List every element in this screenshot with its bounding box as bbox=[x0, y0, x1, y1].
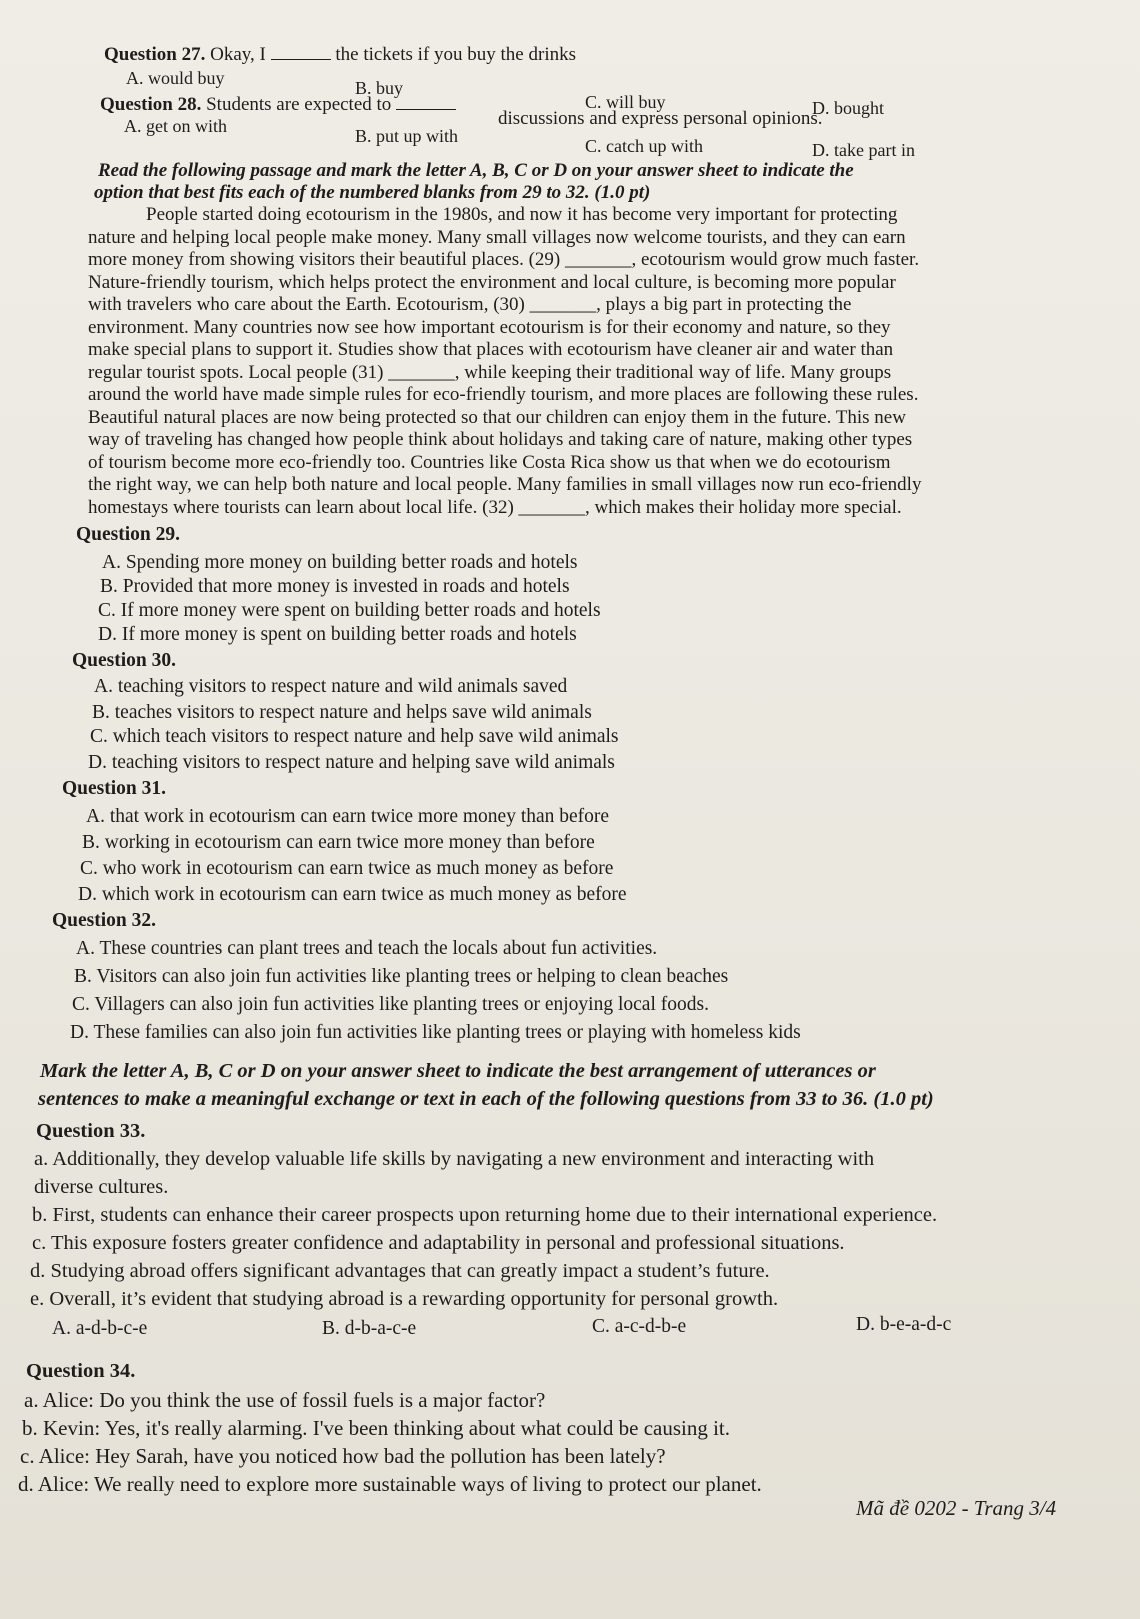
q28-option-a: A. get on with bbox=[124, 116, 227, 136]
q28-option-c: C. catch up with bbox=[585, 136, 703, 156]
page-footer: Mã đề 0202 - Trang 3/4 bbox=[856, 1496, 1057, 1520]
q33-label: Question 33. bbox=[36, 1120, 146, 1142]
q31-label: Question 31. bbox=[62, 778, 167, 799]
q27-stem-a: Okay, I bbox=[210, 44, 266, 65]
q31-option-c: C. who work in ecotourism can earn twice as much money as before bbox=[80, 858, 614, 879]
q34-sentence-c: c. Alice: Hey Sarah, have you noticed how bad the pollution has been lately? bbox=[20, 1444, 666, 1468]
q32-option-d: D. These families can also join fun activities like planting trees or playing with homeless kids bbox=[70, 1022, 801, 1043]
passage-line: nature and helping local people make money. Many small villages now welcome tourists, and they can earn bbox=[88, 226, 906, 248]
q31-option-b: B. working in ecotourism can earn twice more money than before bbox=[82, 832, 595, 853]
q28-stem-b: discussions and express personal opinions. bbox=[498, 108, 823, 129]
q28-label: Question 28. bbox=[100, 94, 202, 115]
q30-option-b: B. teaches visitors to respect nature and helps save wild animals bbox=[92, 702, 592, 723]
q30-label: Question 30. bbox=[72, 650, 177, 671]
q29-label: Question 29. bbox=[76, 524, 181, 545]
q33-sentence-c: c. This exposure fosters greater confidence and adaptability in personal and professional situations. bbox=[32, 1232, 845, 1254]
q34-sentence-b: b. Kevin: Yes, it's really alarming. I've been thinking about what could be causing it. bbox=[22, 1416, 731, 1440]
passage-line: the right way, we can help both nature and local people. Many families in small villages now run eco-friendly bbox=[88, 474, 922, 495]
q28-stem-a: Students are expected to bbox=[206, 94, 392, 115]
q29-option-d: D. If more money is spent on building better roads and hotels bbox=[98, 624, 577, 645]
passage-line: around the world have made simple rules for eco-friendly tourism, and more places are following these rules. bbox=[88, 384, 919, 405]
q34-sentence-d: d. Alice: We really need to explore more sustainable ways of living to protect our planet. bbox=[18, 1472, 762, 1496]
q27-blank bbox=[271, 45, 331, 60]
q27-label: Question 27. bbox=[104, 44, 206, 65]
reading-instruction-line-2: option that best fits each of the numbered blanks from 29 to 32. (1.0 pt) bbox=[94, 182, 651, 203]
q29-option-a: A. Spending more money on building better roads and hotels bbox=[102, 552, 578, 573]
passage-line: Beautiful natural places are now being protected so that our children can enjoy them in the future. This new bbox=[88, 406, 906, 428]
passage-line: way of traveling has changed how people think about holidays and taking care of nature, making other types bbox=[88, 429, 913, 450]
q28-blank bbox=[396, 95, 456, 110]
passage-line: homestays where tourists can learn about local life. (32) _______, which makes their holiday more special. bbox=[88, 496, 902, 518]
q27-option-a: A. would buy bbox=[126, 68, 225, 88]
arrangement-instruction-line-1: Mark the letter A, B, C or D on your answer sheet to indicate the best arrangement of utterances or bbox=[40, 1060, 876, 1082]
q28-option-d: D. take part in bbox=[812, 140, 915, 160]
q33-sentence-a-cont: diverse cultures. bbox=[34, 1176, 169, 1198]
q28-option-b: B. put up with bbox=[355, 126, 459, 146]
q32-option-b: B. Visitors can also join fun activities like planting trees or helping to clean beaches bbox=[74, 966, 729, 987]
q30-option-c: C. which teach visitors to respect nature and help save wild animals bbox=[90, 726, 619, 747]
q30-option-a: A. teaching visitors to respect nature and wild animals saved bbox=[94, 676, 568, 697]
q33-sentence-d: d. Studying abroad offers significant advantages that can greatly impact a student’s future. bbox=[30, 1260, 770, 1282]
reading-passage bbox=[88, 204, 1008, 519]
q31-option-d: D. which work in ecotourism can earn twice as much money as before bbox=[78, 884, 627, 905]
q33-sentence-b: b. First, students can enhance their career prospects upon returning home due to their international experience. bbox=[32, 1204, 938, 1226]
q27-option-b: B. buy bbox=[355, 78, 404, 98]
q33-option-a: A. a-d-b-c-e bbox=[52, 1318, 148, 1339]
q33-option-b: B. d-b-a-c-e bbox=[322, 1318, 417, 1339]
passage-line: with travelers who care about the Earth. Ecotourism, (30) _______, plays a big part in protecting the bbox=[88, 294, 852, 315]
passage-line: regular tourist spots. Local people (31) _______, while keeping their traditional way of life. Many groups bbox=[88, 361, 892, 383]
q27-option-d: D. bought bbox=[812, 98, 884, 118]
passage-line: more money from showing visitors their beautiful places. (29) _______, ecotourism would grow much faster. bbox=[88, 249, 920, 270]
passage-line: of tourism become more eco-friendly too. Countries like Costa Rica show us that when we do ecotourism bbox=[88, 451, 891, 473]
reading-instruction-line-1: Read the following passage and mark the letter A, B, C or D on your answer sheet to indicate the bbox=[98, 160, 854, 181]
q34-sentence-a: a. Alice: Do you think the use of fossil fuels is a major factor? bbox=[24, 1388, 546, 1412]
passage-line: environment. Many countries now see how important ecotourism is for their economy and nature, so they bbox=[88, 316, 891, 338]
q27-stem-b: the tickets if you buy the drinks bbox=[335, 44, 576, 65]
arrangement-instruction-line-2: sentences to make a meaningful exchange or text in each of the following questions from 33 to 36. (1.0 pt) bbox=[38, 1088, 934, 1110]
q30-option-d: D. teaching visitors to respect nature and helping save wild animals bbox=[88, 752, 615, 773]
q33-sentence-e: e. Overall, it’s evident that studying abroad is a rewarding opportunity for personal growth. bbox=[30, 1288, 779, 1310]
q27-stem bbox=[104, 44, 576, 66]
q32-option-c: C. Villagers can also join fun activities like planting trees or enjoying local foods. bbox=[72, 994, 709, 1015]
q28-stem-left bbox=[100, 94, 456, 116]
q32-label: Question 32. bbox=[52, 910, 157, 931]
q27-option-c: C. will buy bbox=[585, 92, 666, 112]
q31-option-a: A. that work in ecotourism can earn twice more money than before bbox=[86, 806, 610, 827]
q34-label: Question 34. bbox=[26, 1360, 136, 1382]
q29-option-b: B. Provided that more money is invested in roads and hotels bbox=[100, 576, 570, 597]
q33-option-c: C. a-c-d-b-e bbox=[592, 1316, 687, 1337]
passage-line: People started doing ecotourism in the 1980s, and now it has become very important for protecting bbox=[146, 204, 898, 225]
q33-sentence-a: a. Additionally, they develop valuable life skills by navigating a new environment and interacting with bbox=[34, 1148, 875, 1170]
q29-option-c: C. If more money were spent on building better roads and hotels bbox=[98, 600, 601, 621]
q33-option-d: D. b-e-a-d-c bbox=[856, 1314, 952, 1335]
passage-line: make special plans to support it. Studies show that places with ecotourism have cleaner air and water than bbox=[88, 339, 894, 360]
passage-line: Nature-friendly tourism, which helps protect the environment and local culture, is becoming more popular bbox=[88, 271, 896, 293]
q32-option-a: A. These countries can plant trees and teach the locals about fun activities. bbox=[76, 938, 658, 959]
